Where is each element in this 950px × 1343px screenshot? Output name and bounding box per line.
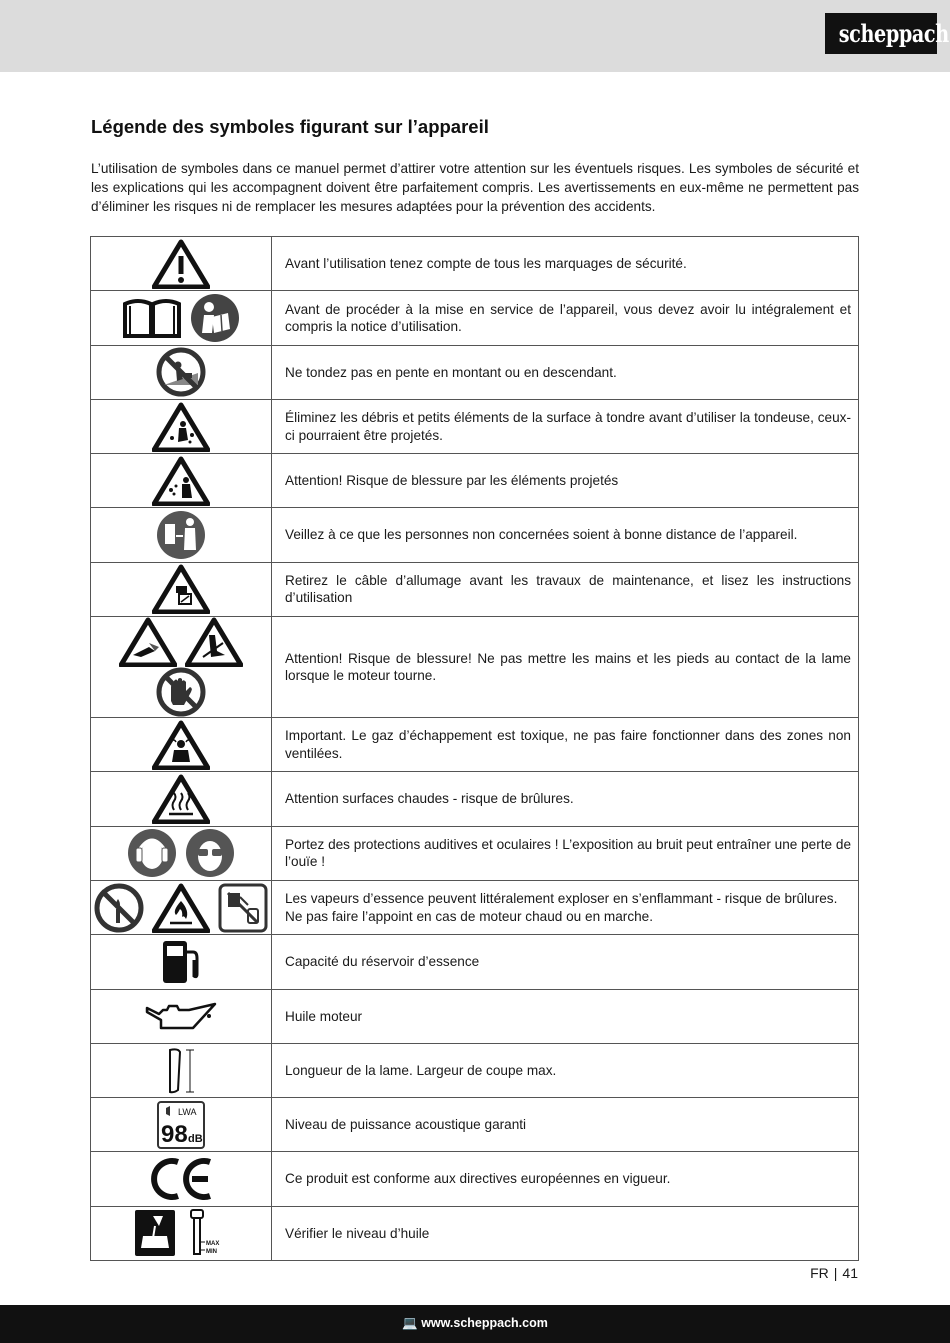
- ear-protection-icon: [127, 828, 177, 878]
- table-row: [91, 345, 859, 399]
- table-row: [91, 989, 859, 1043]
- table-row: [91, 1098, 859, 1152]
- table-row: [91, 237, 859, 291]
- table-row: [91, 718, 859, 772]
- thrown-objects-warning-icon: [152, 456, 210, 506]
- check-oil-level-icon: [133, 1208, 177, 1258]
- row-text: Avant de procéder à la mise en service de l’appareil, vous devez avoir lu intégralement et compris la notice d’utilisation.: [272, 291, 859, 345]
- ce-mark-icon: [146, 1156, 216, 1202]
- page-number: [810, 1265, 858, 1281]
- table-row: [91, 826, 859, 880]
- row-text: Longueur de la lame. Largeur de coupe max.: [272, 1043, 859, 1097]
- sound-power-label-icon: [156, 1100, 206, 1150]
- toxic-exhaust-warning-icon: [152, 720, 210, 770]
- dipstick-icon: [185, 1208, 229, 1258]
- separator: |: [833, 1265, 838, 1281]
- row-text: Attention surfaces chaudes - risque de brûlures.: [272, 772, 859, 826]
- keep-distance-icon: [156, 510, 206, 560]
- page-value: 41: [842, 1265, 858, 1281]
- row-text: Les vapeurs d’essence peuvent littéralement exploser en s’enflammant - risque de brûlures. Ne pas faire l’appoint en cas de moteur chaud ou en marche.: [272, 880, 859, 934]
- symbol-legend-table: [90, 236, 859, 1261]
- row-text: Retirez le câble d’allumage avant les travaux de maintenance, et lisez les instructions d’utilisation: [272, 562, 859, 616]
- row-text: Important. Le gaz d’échappement est toxique, ne pas faire fonctionner dans des zones non ventilées.: [272, 718, 859, 772]
- hand-blade-warning-icon: [119, 617, 177, 667]
- table-row: [91, 1152, 859, 1206]
- no-slope-mowing-icon: [156, 347, 206, 397]
- table-row: [91, 1043, 859, 1097]
- header-band: [0, 0, 950, 72]
- table-row: [91, 399, 859, 453]
- row-text: Avant l’utilisation tenez compte de tous les marquages de sécurité.: [272, 237, 859, 291]
- table-row: [91, 880, 859, 934]
- row-text: Niveau de puissance acoustique garanti: [272, 1098, 859, 1152]
- remove-debris-warning-icon: [152, 402, 210, 452]
- table-row: [91, 935, 859, 989]
- table-row: [91, 1206, 859, 1260]
- blade-length-icon: [164, 1046, 198, 1096]
- row-text: Huile moteur: [272, 989, 859, 1043]
- no-open-flame-icon: [94, 883, 144, 933]
- page-title: Légende des symboles figurant sur l’appareil: [91, 116, 489, 137]
- row-text: Ne tondez pas en pente en montant ou en descendant.: [272, 345, 859, 399]
- row-text: Éliminez les débris et petits éléments de la surface à tondre avant d’utiliser la tondeuse, ceux-ci pourraient être projetés.: [272, 399, 859, 453]
- flammable-warning-icon: [152, 883, 210, 933]
- intro-paragraph: L’utilisation de symboles dans ce manuel permet d’attirer votre attention sur les éventuels risques. Les symboles de sécurité et les explications qui les accompagnent doivent être parfaitement compris. Les avertissements en eux-même ne permettent pas d’éliminer les risques ni de remplacer les mesures adaptées pour la prévention des accidents.: [91, 161, 859, 215]
- table-row: [91, 562, 859, 616]
- row-text: Attention! Risque de blessure par les éléments projetés: [272, 454, 859, 508]
- no-hands-icon: [156, 667, 206, 717]
- svg-text:dB: dB: [188, 1132, 203, 1145]
- table-row: [91, 508, 859, 562]
- language-code: FR: [810, 1265, 829, 1281]
- brand-logo: scheppach: [825, 13, 937, 54]
- fuel-pump-icon: [159, 938, 203, 986]
- svg-text:MIN: MIN: [205, 1249, 217, 1256]
- row-text: Attention! Risque de blessure! Ne pas mettre les mains et les pieds au contact de la lame lorsque le moteur tourne.: [272, 617, 859, 718]
- svg-text:LWA: LWA: [178, 1106, 197, 1117]
- row-text: Vérifier le niveau d’huile: [272, 1206, 859, 1260]
- svg-text:98: 98: [161, 1120, 188, 1148]
- eye-protection-icon: [185, 828, 235, 878]
- table-row: [91, 772, 859, 826]
- table-row: [91, 617, 859, 718]
- read-manual-book-icon: [122, 296, 182, 340]
- footer-band: [0, 1305, 950, 1343]
- row-text: Ce produit est conforme aux directives européennes en vigueur.: [272, 1152, 859, 1206]
- row-text: Veillez à ce que les personnes non concernées soient à bonne distance de l’appareil.: [272, 508, 859, 562]
- oil-can-icon: [143, 998, 219, 1034]
- foot-blade-warning-icon: [185, 617, 243, 667]
- hot-surface-warning-icon: [152, 774, 210, 824]
- row-text: Capacité du réservoir d’essence: [272, 935, 859, 989]
- spark-plug-maintenance-warning-icon: [152, 564, 210, 614]
- warning-exclamation-icon: [152, 239, 210, 289]
- website-link[interactable]: www.scheppach.com: [421, 1316, 548, 1330]
- svg-text:MAX: MAX: [205, 1241, 220, 1248]
- no-refuel-hot-engine-icon: [218, 883, 268, 933]
- table-row: [91, 291, 859, 345]
- table-row: [91, 454, 859, 508]
- row-text: Portez des protections auditives et oculaires ! L’exposition au bruit peut entraîner une perte de l’ouïe !: [272, 826, 859, 880]
- read-manual-person-icon: [190, 293, 240, 343]
- computer-icon: 💻: [402, 1316, 418, 1330]
